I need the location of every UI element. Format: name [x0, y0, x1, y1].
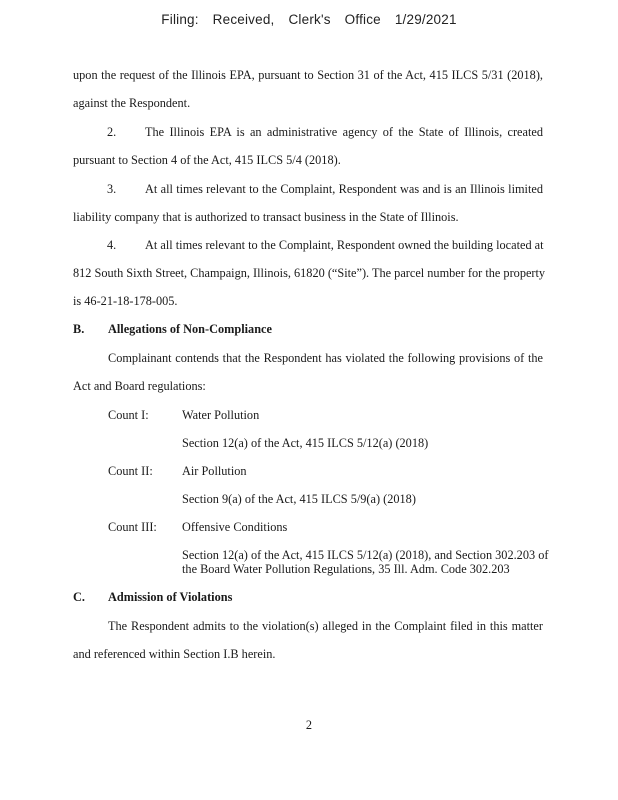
section-heading: Admission of Violations [108, 590, 233, 604]
section-letter: B. [73, 322, 85, 336]
count-label: Count II: [108, 464, 153, 478]
paragraph-line: The Illinois EPA is an administrative agency of the State of Illinois, created [145, 125, 543, 139]
count-citation: the Board Water Pollution Regulations, 35 Ill. Adm. Code 302.203 [182, 562, 510, 576]
header-date: 1/29/2021 [394, 12, 457, 27]
paragraph-line: and referenced within Section I.B herein. [73, 647, 276, 661]
header-filing: Filing: [161, 12, 199, 27]
paragraph-number: 2. [107, 125, 117, 139]
count-label: Count III: [108, 520, 157, 534]
count-title: Offensive Conditions [182, 520, 288, 534]
page-number: 2 [305, 718, 313, 732]
paragraph-line: Act and Board regulations: [73, 379, 206, 393]
paragraph-number: 3. [107, 182, 117, 196]
paragraph-line: pursuant to Section 4 of the Act, 415 ILCS 5/4 (2018). [73, 153, 341, 167]
count-citation: Section 12(a) of the Act, 415 ILCS 5/12(a) (2018), and Section 302.203 of [182, 548, 549, 562]
count-label: Count I: [108, 408, 149, 422]
count-title: Air Pollution [182, 464, 247, 478]
header-clerks: Clerk's [288, 12, 331, 27]
section-heading: Allegations of Non-Compliance [108, 322, 272, 336]
paragraph-number: 4. [107, 238, 117, 252]
count-citation: Section 12(a) of the Act, 415 ILCS 5/12(a) (2018) [182, 436, 429, 450]
paragraph-line: 812 South Sixth Street, Champaign, Illinois, 61820 (“Site”). The parcel number for the property [73, 266, 546, 280]
paragraph-line: upon the request of the Illinois EPA, pursuant to Section 31 of the Act, 415 ILCS 5/31 (2018), [73, 68, 543, 82]
paragraph-line: At all times relevant to the Complaint, Respondent was and is an Illinois limited [145, 182, 543, 196]
count-title: Water Pollution [182, 408, 260, 422]
paragraph-line: against the Respondent. [73, 96, 191, 110]
paragraph-line: liability company that is authorized to transact business in the State of Illinois. [73, 210, 459, 224]
paragraph-line: is 46-21-18-178-005. [73, 294, 178, 308]
paragraph-line: At all times relevant to the Complaint, Respondent owned the building located at [145, 238, 544, 252]
header-office: Office [344, 12, 381, 27]
paragraph-line: Complainant contends that the Respondent has violated the following provisions of the [108, 351, 543, 365]
filing-header [0, 12, 618, 27]
paragraph-line: The Respondent admits to the violation(s) alleged in the Complaint filed in this matter [108, 619, 543, 633]
section-letter: C. [73, 590, 85, 604]
count-citation: Section 9(a) of the Act, 415 ILCS 5/9(a) (2018) [182, 492, 416, 506]
header-received: Received, [212, 12, 275, 27]
